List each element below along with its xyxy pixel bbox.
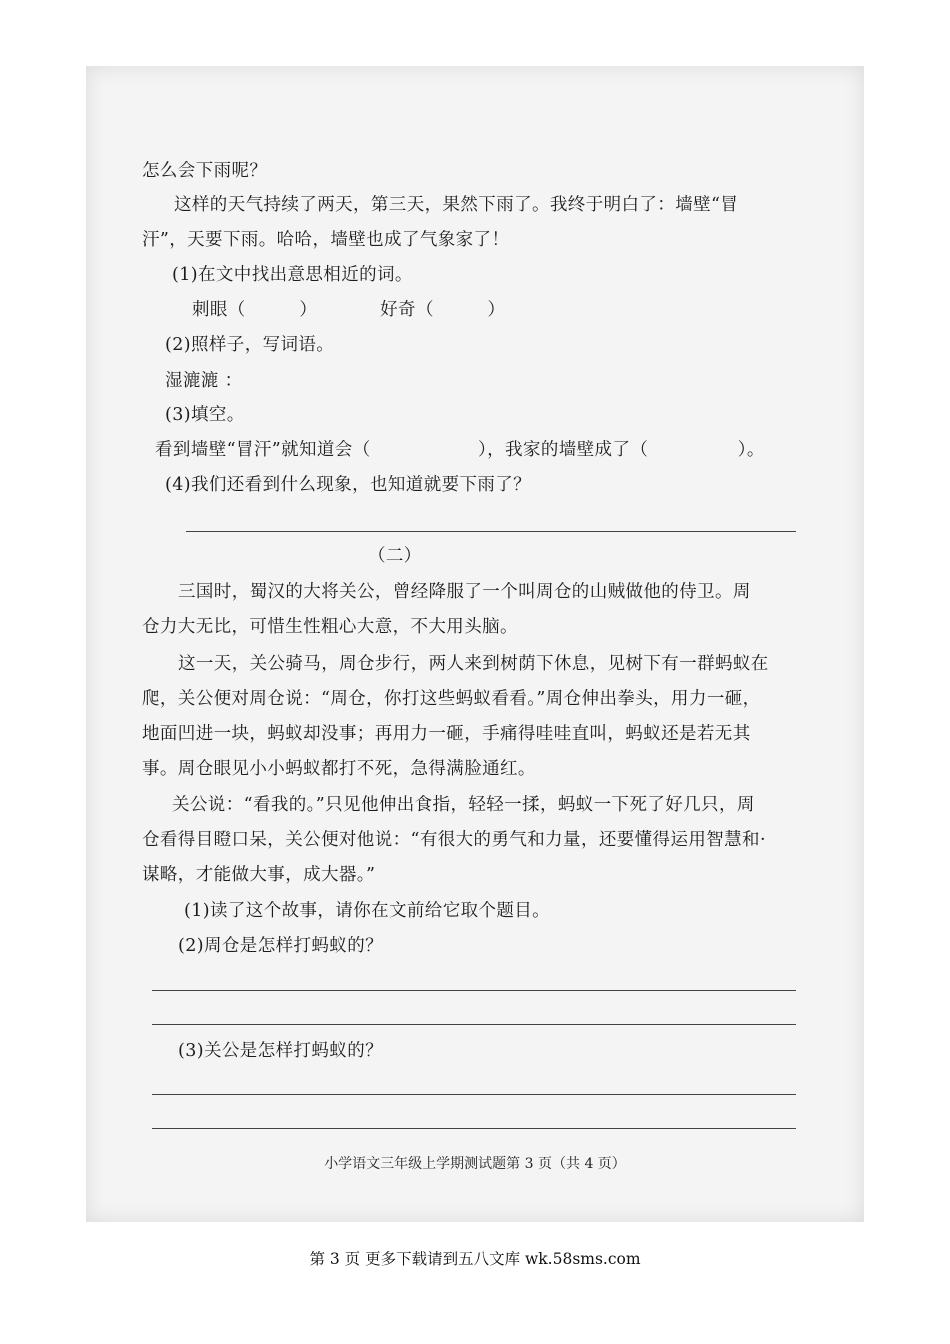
passage-line: 仓看得目瞪口呆，关公便对他说：“有很大的勇气和力量，还要懂得运用智慧和· [142, 830, 766, 850]
question-1-blanks: 刺眼（ ） 好奇（ ） [192, 300, 506, 320]
section-heading: （二） [368, 546, 422, 566]
answer-line [152, 1128, 796, 1129]
question-3-item: 看到墙壁“冒汗”就知道会（ ），我家的墙壁成了（ ）。 [155, 440, 765, 460]
page-footer: 第 3 页 更多下载请到五八文库 wk.58sms.com [309, 1250, 641, 1268]
passage-line: 仓力大无比，可惜生性粗心大意，不大用头脑。 [142, 617, 518, 637]
passage-line: 爬，关公便对周仓说：“周仓，你打这些蚂蚁看看。”周仓伸出拳头，用力一砸， [142, 689, 761, 709]
answer-line [152, 1094, 796, 1095]
scan-page-footer: 小学语文三年级上学期测试题第 3 页（共 4 页） [324, 1156, 626, 1172]
passage-line: 关公说：“看我的。”只见他伸出食指，轻轻一揉，蚂蚁一下死了好几只，周 [172, 795, 755, 815]
question-2: (2)照样子，写词语。 [165, 335, 335, 355]
answer-line [152, 1024, 796, 1025]
passage-line: 事。周仓眼见小小蚂蚁都打不死，急得满脸通红。 [142, 759, 536, 779]
passage-line: 三国时，蜀汉的大将关公，曾经降服了一个叫周仓的山贼做他的侍卫。周 [178, 582, 751, 602]
question-2-item: 湿漉漉 ： [165, 371, 243, 391]
passage-line: 这样的天气持续了两天，第三天，果然下雨了。我终于明白了：墙壁“冒 [174, 195, 739, 215]
question-2: (2)周仓是怎样打蚂蚁的？ [178, 936, 383, 956]
passage-line: 地面凹进一块，蚂蚁却没事；再用力一砸，手痛得哇哇直叫，蚂蚁还是若无其 [142, 724, 751, 744]
passage-line: 怎么会下雨呢？ [142, 161, 268, 181]
passage-line: 汗”，天要下雨。哈哈，墙壁也成了气象家了！ [142, 230, 510, 250]
question-3: (3)填空。 [165, 405, 245, 425]
question-1: (1)在文中找出意思相近的词。 [172, 265, 413, 285]
passage-line: 谋略，才能做大事，成大器。” [142, 865, 376, 885]
question-3: (3)关公是怎样打蚂蚁的？ [178, 1041, 383, 1061]
passage-line: 这一天，关公骑马，周仓步行，两人来到树荫下休息，见树下有一群蚂蚁在 [178, 654, 769, 674]
answer-line [186, 531, 796, 532]
bleed-through-text [366, 150, 652, 187]
question-1: (1)读了这个故事，请你在文前给它取个题目。 [184, 901, 551, 921]
answer-line [152, 990, 796, 991]
question-4: (4)我们还看到什么现象，也知道就要下雨了？ [165, 475, 532, 495]
